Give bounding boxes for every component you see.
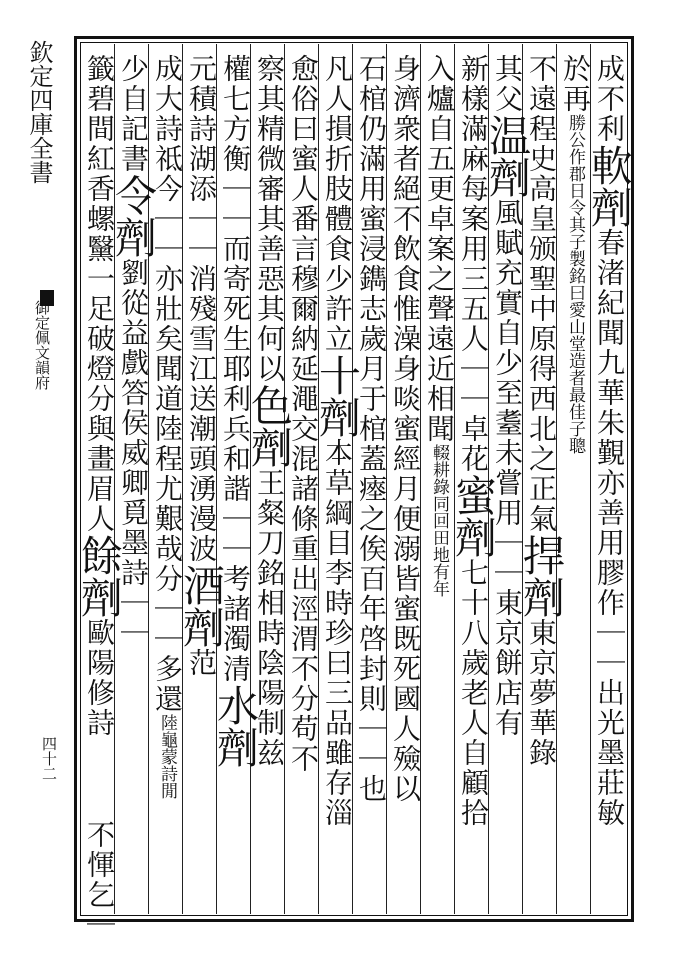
text-column-10: 愈俗曰蜜人番言穆爾納延澠交混諸條重出涇渭不分苟不: [287, 54, 320, 774]
text-column-2: 於再勝公作郡日令其子製銘曰愛山堂造者最佳子聰: [559, 54, 592, 454]
text-column-11: 察其精微審其善惡其何以色劑王粲刀銘相時陰陽制兹: [245, 54, 294, 768]
text-column-12: 權七方衡｜｜而寄死生耶利兵和諧｜｜考諸濁清水劑: [211, 54, 260, 768]
text-column-5: 新樣滿麻每案用三五人｜｜卓花蜜劑七十八歲老人自顧拾: [449, 54, 498, 828]
text-column-6: 入爐自五更卓案之聲遠近相聞輟耕錄同回田地有年: [423, 54, 456, 597]
text-column-3: 不遠程史高皇颁聖中原得西北之正氣捍劑東京夢華錄: [517, 54, 566, 768]
text-column-1: 成不利軟劑春渚紀聞九華朱覲亦善用膠作｜｜出光墨莊敏: [585, 54, 634, 828]
text-column-13: 元積詩湖添｜｜消殘雪江送潮頭湧漫波酒劑范: [177, 54, 226, 678]
text-column-17: 不惲乞｜: [83, 820, 116, 940]
text-column-8: 石棺仍滿用蜜浸鐫志歲月于棺蓋瘞之俟百年啓封則｜｜也: [355, 54, 388, 804]
text-column-7: 身濟衆者絕不飲食惟澡身啖蜜經月便溺皆蜜既死國人殮以: [389, 54, 422, 804]
margin-subtitle: 御定佩文韻府: [33, 300, 51, 390]
text-column-14: 成大詩祗今｜｜亦壯矣聞道陸程尤艱哉分｜｜多還陸龜蒙詩閒: [151, 54, 184, 799]
text-column-4: 其父温劑風賦充實自少至耋未嘗用｜｜東京餅店有: [483, 54, 532, 738]
text-column-9: 凡人損折肢體食少許立十劑本草綱目李時珍曰三品雖存淄: [313, 54, 362, 828]
text-column-16: 籤碧間紅香螺黳一足破燈分與畫眉人餘劑歐陽修詩: [75, 54, 124, 738]
text-column-15: 少自記書令劑劉從益戲答侯威卿覓墨詩｜｜: [109, 54, 158, 648]
margin-title: 欽定四庫全書: [25, 40, 53, 184]
page-number: 四十二: [40, 736, 58, 781]
